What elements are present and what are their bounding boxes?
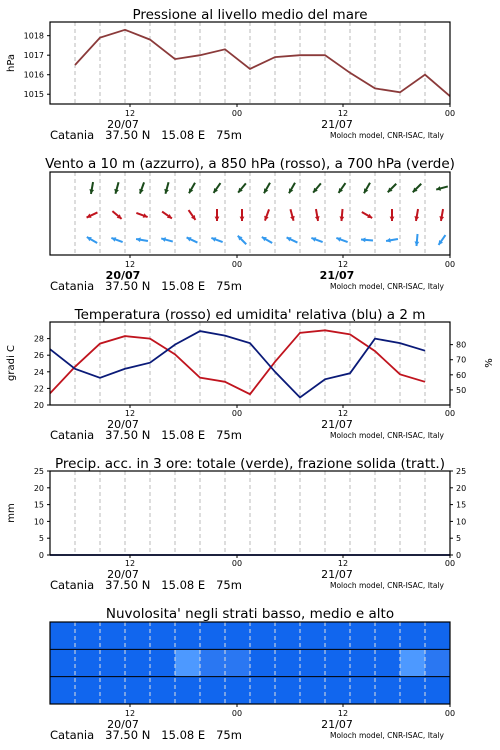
cloud-cell xyxy=(400,677,426,705)
location-info xyxy=(50,728,242,742)
y-tick-label: 1017 xyxy=(23,51,44,61)
x-tick-label: 00 xyxy=(444,559,456,568)
x-tick-label: 00 xyxy=(444,709,456,718)
wind-arrow xyxy=(362,212,372,218)
wind-arrow xyxy=(439,235,446,245)
y-tick-label: 1016 xyxy=(23,70,44,80)
wind-arrow xyxy=(289,183,295,193)
cloud-cell xyxy=(125,649,151,677)
location-info xyxy=(50,279,242,293)
y-tick-label: 28 xyxy=(33,334,44,344)
cloud-cell xyxy=(325,649,351,677)
chart-title: Nuvolosita' negli strati basso, medio e alto xyxy=(105,606,395,622)
wind-arrow xyxy=(111,237,122,242)
chart-title: Precip. acc. in 3 ore: totale (verde), frazione solida (tratt.) xyxy=(55,456,445,472)
cloud-cell xyxy=(325,622,351,650)
cloud-cell xyxy=(100,677,126,705)
cloud-cell xyxy=(375,649,401,677)
y-tick-label: 1015 xyxy=(23,90,44,100)
cloud-cell xyxy=(275,677,301,705)
model-credit: Moloch model, CNR-ISAC, Italy xyxy=(330,431,444,440)
y-tick-label-right: 5 xyxy=(456,534,462,544)
cloud-cell xyxy=(100,622,126,650)
wind-arrow-head xyxy=(215,217,220,221)
cloud-cell xyxy=(225,622,251,650)
cloud-cell xyxy=(400,622,426,650)
x-tick-label: 12 xyxy=(337,109,349,118)
x-tick-label: 12 xyxy=(337,559,349,568)
wind-arrow xyxy=(238,236,246,244)
y-tick-label: 0 xyxy=(38,551,44,560)
date-label: 21/07 xyxy=(321,718,353,731)
y-axis-label: hPa xyxy=(6,53,17,73)
cloud-cell xyxy=(75,677,101,705)
y-tick-label-right: 70 xyxy=(456,355,467,365)
wind-arrow xyxy=(139,182,144,193)
location-name: Catania xyxy=(50,428,95,442)
wind-arrow xyxy=(238,183,246,192)
y-tick-label-right: 25 xyxy=(456,467,467,476)
cloud-cell xyxy=(175,677,201,705)
pressure-line xyxy=(75,30,450,96)
wind-arrow xyxy=(413,184,421,192)
date-label: 20/07 xyxy=(107,118,139,131)
wind-arrow xyxy=(290,209,295,221)
location-name: Catania xyxy=(50,279,95,293)
wind-arrow xyxy=(313,183,321,192)
wind-arrow xyxy=(112,211,121,219)
y-axis-label: gradi C xyxy=(6,345,17,381)
x-tick-label: 12 xyxy=(337,409,349,418)
cloud-cell xyxy=(350,622,376,650)
wind-arrow xyxy=(339,209,344,221)
wind-arrow xyxy=(390,209,395,221)
cloud-cell xyxy=(225,649,251,677)
cloud-cell xyxy=(50,622,76,650)
wind-arrow xyxy=(364,183,370,193)
date-label: 21/07 xyxy=(321,568,353,581)
cloud-cell xyxy=(350,677,376,705)
x-tick-label: 00 xyxy=(444,109,456,118)
wind-arrow xyxy=(264,183,270,193)
wind-arrow xyxy=(189,210,196,220)
cloud-cell xyxy=(250,622,276,650)
x-tick-label: 00 xyxy=(444,409,456,418)
x-tick-label: 00 xyxy=(231,409,243,418)
y-tick-label: 5 xyxy=(38,534,44,544)
wind-arrow-head xyxy=(390,217,395,221)
wind-arrow xyxy=(388,184,396,192)
y-axis-label: mm xyxy=(6,503,17,523)
location-elevation: 75m xyxy=(216,128,242,142)
location-name: Catania xyxy=(50,578,95,592)
cloud-cell xyxy=(425,622,451,650)
cloud-cell xyxy=(150,649,176,677)
wind-arrow xyxy=(161,237,173,242)
wind-arrow xyxy=(89,182,94,194)
location-coordinates: 37.50 N 15.08 E xyxy=(105,728,206,742)
cloud-cell xyxy=(350,649,376,677)
cloud-cell xyxy=(325,677,351,705)
x-tick-label: 12 xyxy=(124,409,136,418)
y-tick-label: 26 xyxy=(33,351,44,361)
y-tick-label-right: 0 xyxy=(456,551,462,560)
cloud-cell xyxy=(75,622,101,650)
cloud-cell xyxy=(200,622,226,650)
wind-arrow-head xyxy=(361,237,366,242)
x-tick-label: 00 xyxy=(444,260,456,269)
wind-arrow xyxy=(315,209,320,221)
date-label: 20/07 xyxy=(107,718,139,731)
wind-arrow xyxy=(114,182,119,194)
date-label: 20/07 xyxy=(107,568,139,581)
cloud-cell xyxy=(250,649,276,677)
location-info xyxy=(50,578,242,592)
y-tick-label: 10 xyxy=(33,517,44,527)
cloud-cell xyxy=(425,649,451,677)
cloud-cell xyxy=(375,677,401,705)
location-info xyxy=(50,128,242,142)
model-credit: Moloch model, CNR-ISAC, Italy xyxy=(330,581,444,590)
model-credit: Moloch model, CNR-ISAC, Italy xyxy=(330,731,444,740)
wind-arrow xyxy=(439,209,444,221)
wind-arrow xyxy=(361,237,373,242)
location-coordinates: 37.50 N 15.08 E xyxy=(105,279,206,293)
location-coordinates: 37.50 N 15.08 E xyxy=(105,578,206,592)
wind-arrow xyxy=(436,186,448,191)
y-tick-label: 20 xyxy=(33,483,44,493)
chart-title: Pressione al livello medio del mare xyxy=(132,7,368,23)
y-tick-label: 1018 xyxy=(23,31,44,41)
cloud-cell xyxy=(250,677,276,705)
wind-arrow xyxy=(386,238,398,243)
wind-arrow xyxy=(240,209,245,221)
cloud-cell xyxy=(300,622,326,650)
wind-arrow xyxy=(136,237,148,242)
model-credit: Moloch model, CNR-ISAC, Italy xyxy=(330,282,444,291)
wind-arrow xyxy=(136,213,147,218)
cloud-cell xyxy=(375,622,401,650)
cloud-cell xyxy=(100,649,126,677)
y-tick-label: 25 xyxy=(33,467,44,476)
x-tick-label: 00 xyxy=(231,559,243,568)
x-tick-label: 00 xyxy=(231,109,243,118)
cloud-cell xyxy=(50,649,76,677)
y-tick-label: 22 xyxy=(33,384,44,394)
y-tick-label: 15 xyxy=(33,500,44,510)
cloud-cell xyxy=(300,677,326,705)
cloud-cell xyxy=(175,622,201,650)
chart-title: Temperatura (rosso) ed umidita' relativa (blu) a 2 m xyxy=(74,307,426,323)
wind-arrow xyxy=(414,209,419,221)
y-axis-label-right: % xyxy=(484,358,495,368)
y-tick-label-right: 10 xyxy=(456,517,467,527)
cloud-cell xyxy=(50,677,76,705)
wind-arrow-head xyxy=(339,216,344,221)
y-tick-label-right: 80 xyxy=(456,340,467,350)
x-tick-label: 12 xyxy=(124,709,136,718)
x-tick-label: 12 xyxy=(124,260,136,269)
wind-arrow xyxy=(189,183,195,193)
wind-arrow xyxy=(87,212,98,217)
date-label: 20/07 xyxy=(105,269,141,282)
date-label: 21/07 xyxy=(321,418,353,431)
x-tick-label: 12 xyxy=(337,260,349,269)
wind-arrow xyxy=(339,183,346,193)
wind-arrow xyxy=(414,234,419,246)
wind-arrow xyxy=(336,237,347,242)
cloud-cell xyxy=(275,622,301,650)
cloud-cell xyxy=(200,649,226,677)
y-tick-label-right: 20 xyxy=(456,483,467,493)
cloud-cell xyxy=(300,649,326,677)
date-label: 21/07 xyxy=(319,269,355,282)
location-coordinates: 37.50 N 15.08 E xyxy=(105,128,206,142)
date-label: 21/07 xyxy=(321,118,353,131)
wind-arrow xyxy=(262,237,272,243)
location-coordinates: 37.50 N 15.08 E xyxy=(105,428,206,442)
cloud-cell xyxy=(150,622,176,650)
x-tick-label: 12 xyxy=(337,709,349,718)
wind-arrow xyxy=(187,237,198,242)
location-elevation: 75m xyxy=(216,428,242,442)
y-tick-label-right: 50 xyxy=(456,385,467,395)
wind-arrow xyxy=(162,212,172,219)
date-label: 20/07 xyxy=(107,418,139,431)
wind-arrow xyxy=(215,209,220,221)
cloud-cell xyxy=(75,649,101,677)
x-tick-label: 12 xyxy=(124,109,136,118)
cloud-cell xyxy=(400,649,426,677)
y-tick-label: 20 xyxy=(33,401,44,410)
cloud-cell xyxy=(200,677,226,705)
location-name: Catania xyxy=(50,728,95,742)
wind-arrow xyxy=(264,209,269,220)
location-elevation: 75m xyxy=(216,279,242,293)
cloud-cell xyxy=(125,677,151,705)
cloud-cell xyxy=(275,649,301,677)
cloud-cell xyxy=(125,622,151,650)
y-tick-label-right: 60 xyxy=(456,370,467,380)
wind-arrow xyxy=(164,182,169,194)
wind-arrow-head xyxy=(414,241,419,246)
wind-arrow xyxy=(214,183,221,193)
cloud-cell xyxy=(425,677,451,705)
model-credit: Moloch model, CNR-ISAC, Italy xyxy=(330,131,444,140)
wind-arrow xyxy=(287,237,298,242)
y-tick-label-right: 15 xyxy=(456,500,467,510)
x-tick-label: 00 xyxy=(231,260,243,269)
location-info xyxy=(50,428,242,442)
chart-title: Vento a 10 m (azzurro), a 850 hPa (rosso), a 700 hPa (verde) xyxy=(45,156,455,172)
location-name: Catania xyxy=(50,128,95,142)
wind-arrow xyxy=(311,237,322,242)
wind-arrow xyxy=(211,237,222,242)
cloud-cell xyxy=(150,677,176,705)
wind-arrow-head xyxy=(240,217,245,221)
location-elevation: 75m xyxy=(216,578,242,592)
x-tick-label: 12 xyxy=(124,559,136,568)
wind-arrow xyxy=(87,237,97,243)
cloud-cell xyxy=(225,677,251,705)
x-tick-label: 00 xyxy=(231,709,243,718)
location-elevation: 75m xyxy=(216,728,242,742)
cloud-cell xyxy=(175,649,201,677)
y-tick-label: 24 xyxy=(33,367,44,377)
